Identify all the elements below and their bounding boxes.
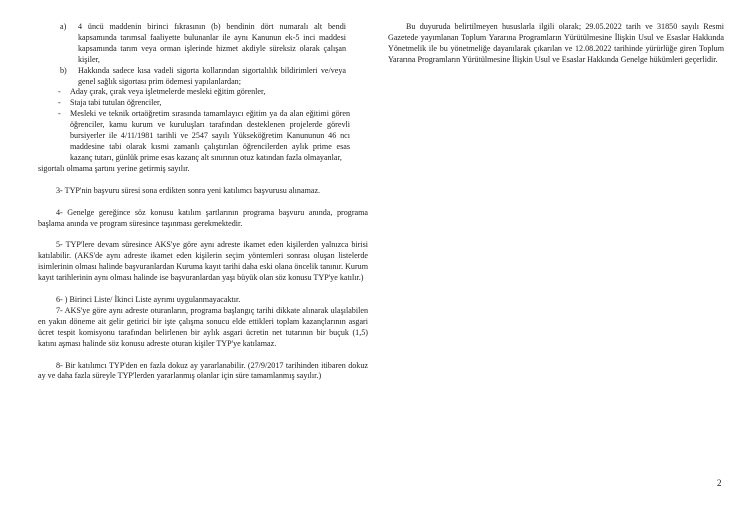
dash-marker: - [58,87,61,97]
dash-item-2 [38,98,368,109]
paragraph-4: 4- Genelge gereğince söz konusu katılım şartlarının programa başvuru anında, programa başlama anında ve program süresince taşınması gerekmektedir. [38,207,368,228]
dash-item-3 [38,109,368,164]
list-marker-a: a) [60,22,67,31]
list-marker-b: b) [60,65,67,75]
dash-text: Staja tabi tutulan öğrenciler, [70,98,162,108]
paragraph-7: 7- AKS'ye göre aynı adreste oturanların, programa başlangıç tarihi dikkate alınarak ulaşılabilen en yakın döneme ait gelir getirici bir işte çalışma sonucu elde ettikleri toplam kazançlarının asgari ücret tespit komisyonu tarafından belirlenen bir aylık asgari ücretin net tutarının bir buçuk (1,5) katını aşması halinde söz konusu adreste oturan kişiler TYP'ye katılamaz. [38,305,368,348]
list-text-b: Hakkında sadece kısa vadeli sigorta kollarından sigortalılık bildirimleri ve/veya genel sağlık sigortası prim ödemesi yapılanlardan; [78,65,346,86]
dash-marker: - [58,98,61,108]
page-number: 2 [717,478,722,488]
list-item-a [38,22,368,66]
paragraph-3: 3- TYP'nin başvuru süresi sona erdikten sonra yeni katılımcı başvurusu alınamaz. [56,185,321,195]
list-text-a: 4 üncü maddenin birinci fıkrasının (b) bendinin dört numaralı alt bendi kapsamında tarımsal faaliyette bulunanlar ile aynı Kanunun ek-5 inci maddesi kapsamında tarım veya orman işlerinde hizmet akdiyle süreksiz olarak çalışan kişiler, [78,22,346,64]
dash-text: Mesleki ve teknik ortaöğretim sırasında tamamlayıcı eğitim ya da alan eğitimi gören öğrenciler, kamu kurum ve kuruluşları tarafından desteklenen projelerde görevli bursiyerler ile 4/11/1981 tarihli ve 2547 sayılı Yükseköğretim Kanununun 46 ncı maddesine tabi olarak kısmi zamanlı çalıştırılan öğrencilerden aylık prime esas kazanç tutarı, günlük prime esas kazanç alt sınırının otuz katından fazla olmayanlar, [70,109,350,162]
list-item-b [38,66,368,88]
right-column [388,22,724,66]
left-column [38,22,368,382]
closing-line: sigortalı olmama şartını yerine getirmiş sayılır. [38,163,190,173]
dash-marker: - [58,109,61,119]
paragraph-5: 5- TYP'lere devam süresince AKS'ye göre aynı adreste ikamet eden kişilerden yalnızca birisi katılabilir. (AKS'de aynı adreste ikamet eden kişilerin seçim yöntemleri sonrası oluşan listelerde isimlerinin olması halinde başvuranlardan Kuruma kayıt tarihi daha eski olana öncelik tanınır. Kurum kayıt tarihlerinin aynı olması halinde ise başvuranlardan yaşı büyük olan söz konusu TYP'ye katılır.) [38,240,368,283]
dash-item-1 [38,87,368,98]
right-paragraph: Bu duyuruda belirtilmeyen hususlarla ilgili olarak; 29.05.2022 tarih ve 31850 sayılı Resmi Gazetede yayımlanan Toplum Yararına Programların Yürütülmesine İlişkin Usul ve Esaslar Hakkında Yönetmelik ile bu yönetmeliğe dayanılarak çıkarılan ve 12.08.2022 tarihinde yürürlüğe giren Toplum Yararına Programların Yürütülmesine İlişkin Usul ve Esaslar Hakkında Genelge hükümleri geçerlidir. [388,22,724,64]
dash-text: Aday çırak, çırak veya işletmelerde mesleki eğitim görenler, [70,87,266,97]
paragraph-6: 6- ) Birinci Liste/ İkinci Liste ayrımı uygulanmayacaktır. [56,295,241,305]
paragraph-8: 8- Bir katılımcı TYP'den en fazla dokuz ay yararlanabilir. (27/9/2017 tarihinden itibaren dokuz ay ve daha fazla süreyle TYP'lerden yararlanmış olanlar için süre tamamlanmış sayılır.) [38,360,368,381]
